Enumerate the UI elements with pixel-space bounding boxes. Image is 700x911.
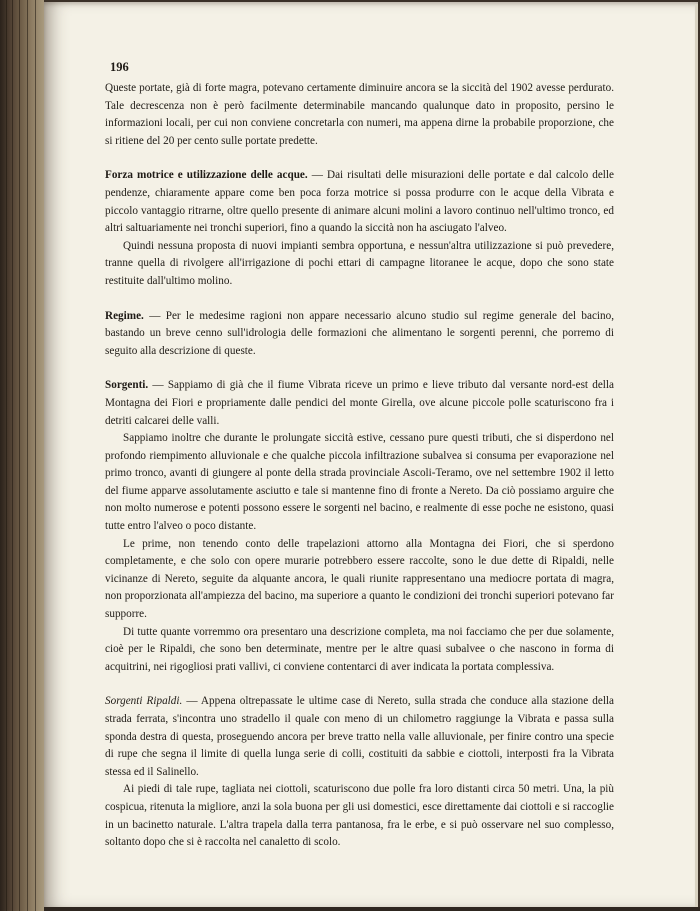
paragraph-portate: Queste portate, già di forte magra, potevano certamente diminuire ancora se la siccità del 1902 avesse perdurato. Tale decrescenza non è però facilmente determinabile mancando qualunque dato in proposito, persino le informazioni locali, per cui non conviene concretarla con numeri, ma appena dirne la probabile proporzione, che si ritiene del 20 per cento sulle portate predette. — [105, 82, 614, 147]
page-content — [105, 80, 614, 852]
section-forza-motrice — [105, 167, 614, 237]
section-heading-sorgenti-ripaldi: Sorgenti Ripaldi. — [105, 695, 183, 708]
page-number: 196 — [110, 60, 129, 74]
paragraph-quindi: Quindi nessuna proposta di nuovi impianti sembra opportuna, e nessun'altra utilizzazione si può prevedere, tranne quella di rivolgere all'irrigazione di pochi ettari di campagne litoranee le acque, dopo che sono state restituite dall'ultimo molino. — [105, 239, 614, 287]
section-text-sorgenti: — Sappiamo di già che il fiume Vibrata riceve un primo e lieve tributo dal versante nord-est della Montagna dei Fiori e propriamente dalle pendici del monte Girella, ove alcune piccole polle scaturiscono fra i detriti calcarei delle valli. — [105, 379, 614, 427]
paragraph-di-tutte: Di tutte quante vorremmo ora presentaro una descrizione completa, ma noi facciamo che per due solamente, cioè per le Ripaldi, che sono ben determinate, mentre per le altre quasi subalvee o che nascono in forma di acquitrini, nei rigogliosi prati vallivi, ci conviene contentarci di aver indicata la portata complessiva. — [105, 625, 614, 673]
section-text-regime: — Per le medesime ragioni non appare necessario alcuno studio sul regime generale del bacino, bastando un breve cenno sull'idrologia delle formazioni che alimentano le sorgenti perenni, che porremo di seguito alla descrizione di queste. — [105, 309, 614, 357]
section-text-sorgenti-ripaldi: — Appena oltrepassate le ultime case di Nereto, sulla strada che conduce alla stazione della strada ferrata, s'incontra uno stradello il quale con meno di un chilometro raggiunge la Vibrata e passa sulla sponda destra di questa, proseguendo ancora per breve tratto nella valle alluvionale, per finire contro una specie di rupe che segna il limite di quella lunga serie di colli, costituiti da sabbie e ciottoli, interposti fra la Vibrata stessa ed il Salinello. — [105, 695, 615, 778]
section-heading-forza-motrice: Forza motrice e utilizzazione delle acque. — [105, 169, 308, 182]
paragraph-ai-piedi: Ai piedi di tale rupe, tagliata nei ciottoli, scaturiscono due polle fra loro distanti circa 50 metri. Una, la più cospicua, ritenuta la migliore, anzi la sola buona per gli usi domestici, esce direttamente dai ciottoli e si raccoglie in un bacinetto naturale. L'altra trapela dalla terra pantanosa, fra le erbe, e si può osservare nel suo complesso, soltanto dopo che si è raccolta nel canaletto di scolo. — [105, 783, 614, 849]
paragraph-le-prime: Le prime, non tenendo conto delle trapelazioni attorno alla Montagna dei Fiori, che si sperdono completamente, e che solo con opere murarie potrebbero essere raccolte, sono le due dette di Ripaldi, nelle vicinanze di Nereto, seguite da alquante ancora, le quali riunite rappresentano una mediocre portata di magra, non proporzionata all'ampiezza del bacino, ma superiore a quanto le condizioni dei tronchi superiori potevano far supporre. — [105, 537, 614, 621]
section-regime — [105, 308, 614, 361]
section-heading-regime: Regime. — [105, 309, 144, 322]
paragraph-sappiamo: Sappiamo inoltre che durante le prolungate siccità estive, cessano pure questi tributi, che si disperdono nel profondo riempimento alluvionale e che qualche piccola infiltrazione subalvea si consuma per evaporazione nel primo tronco, avanti di giungere al ponte della strada provinciale Ascoli-Teramo, ove nel settembre 1902 il letto del fiume apparve assolutamente asciutto e tale si mantenne fino di fronte a Nereto. Da ciò possiamo arguire che non molto numerose e potenti possono essere le sorgenti nel bacino, e realmente di esse poche ne esistono, quasi tutte entro l'alveo o poco distante. — [105, 432, 614, 533]
page-edge-shadow — [695, 4, 698, 909]
section-text-forza-motrice: — Dai risultati delle misurazioni delle portate e dal calcolo delle pendenze, chiaramente appare come ben poca forza motrice si possa produrre con le acque della Vibrata e piccolo vantaggio ritrarne, oltre quello presente di animare alcuni molini a lavoro continuo nell'ultimo tronco, ed altri saltuariamente nei tronchi superiori, fino a quando la siccità non ha asciugato l'alveo. — [105, 169, 614, 235]
book-binding-edge — [0, 0, 44, 911]
section-heading-sorgenti: Sorgenti. — [105, 379, 149, 392]
section-sorgenti-ripaldi — [105, 693, 614, 781]
page-bottom-band — [44, 907, 700, 911]
section-sorgenti — [105, 377, 614, 430]
